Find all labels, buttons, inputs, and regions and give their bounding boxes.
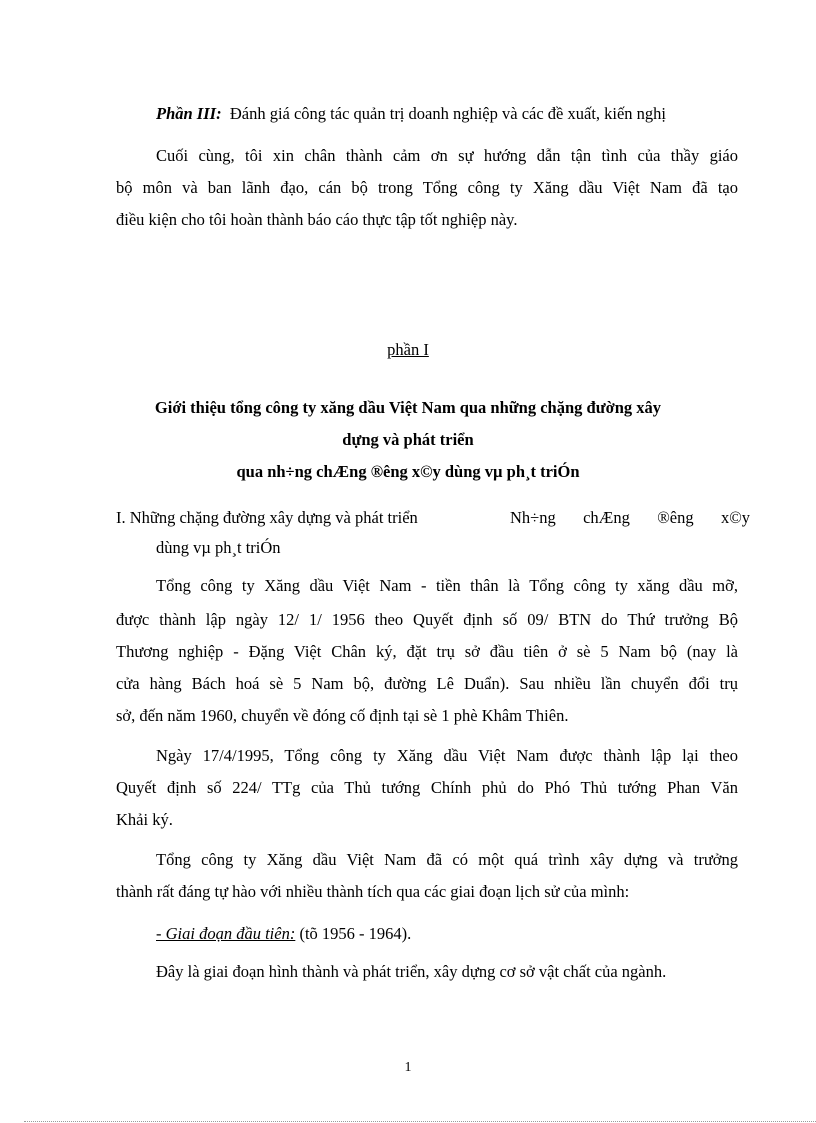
para1-line-4: cửa hàng Bách hoá sè 5 Nam bộ, đường Lê Duẩn). Sau nhiều lần chuyển đổi trụ <box>116 674 738 693</box>
stage-label: - Giai đoạn đầu tiên: <box>156 924 296 943</box>
para3-line-1: Tổng công ty Xăng dầu Việt Nam đã có một quá trình xây dựng và trưởng <box>156 850 738 869</box>
para1-line-2: được thành lập ngày 12/ 1/ 1956 theo Quyết định số 09/ BTN do Thứ trưởng Bộ <box>116 610 738 629</box>
page-bottom-divider <box>24 1121 816 1122</box>
stage-period: (tõ 1956 - 1964). <box>299 924 412 943</box>
part3-text: Đánh giá công tác quản trị doanh nghiệp và các đề xuất, kiến nghị <box>229 104 667 123</box>
stage-line <box>156 924 411 944</box>
sub-heading-part-2: Nh÷ng chÆng ®êng x©y <box>510 508 750 527</box>
section-title-line-3: qua nh÷ng chÆng ®êng x©y dùng vµ ph¸t triÓn <box>236 462 580 481</box>
para2-line-3: Khải ký. <box>116 810 173 829</box>
para4-line: Đây là giai đoạn hình thành và phát triển, xây dựng cơ sở vật chất của ngành. <box>156 962 667 981</box>
thanks-line-3: điều kiện cho tôi hoàn thành báo cáo thực tập tốt nghiệp này. <box>116 210 518 229</box>
para1-line-5: sở, đến năm 1960, chuyển về đóng cố định tại sè 1 phè Khâm Thiên. <box>116 706 569 725</box>
para2-line-1: Ngày 17/4/1995, Tổng công ty Xăng dầu Việt Nam được thành lập lại theo <box>156 746 738 765</box>
thanks-line-2: bộ môn và ban lãnh đạo, cán bộ trong Tổng công ty Xăng dầu Việt Nam đã tạo <box>116 178 738 197</box>
page-number: 1 <box>404 1060 412 1075</box>
sub-heading-line-2: dùng vµ ph¸t triÓn <box>156 538 281 557</box>
para1-line-1: Tổng công ty Xăng dầu Việt Nam - tiền thân là Tổng công ty xăng dầu mỡ, <box>156 576 738 595</box>
thanks-line-1: Cuối cùng, tôi xin chân thành cảm ơn sự hướng dẫn tận tình của thầy giáo <box>156 146 738 165</box>
section-title-line-2: dựng và phát triển <box>342 430 474 449</box>
part3-line <box>156 104 666 124</box>
para3-line-2: thành rất đáng tự hào với nhiều thành tích qua các giai đoạn lịch sử của mình: <box>116 882 630 901</box>
para2-line-2: Quyết định số 224/ TTg của Thủ tướng Chính phủ do Phó Thủ tướng Phan Văn <box>116 778 738 797</box>
section-title-line-1: Giới thiệu tổng công ty xăng dầu Việt Nam qua những chặng đường xây <box>154 398 662 417</box>
sub-heading-part-1: I. Những chặng đường xây dựng và phát triển <box>116 508 418 527</box>
para1-line-3: Thương nghiệp - Đặng Việt Chân ký, đặt trụ sở đầu tiên ở sè 5 Nam bộ (nay là <box>116 642 738 661</box>
part3-label: Phần III: <box>156 104 222 123</box>
part-heading: phần I <box>387 340 429 359</box>
